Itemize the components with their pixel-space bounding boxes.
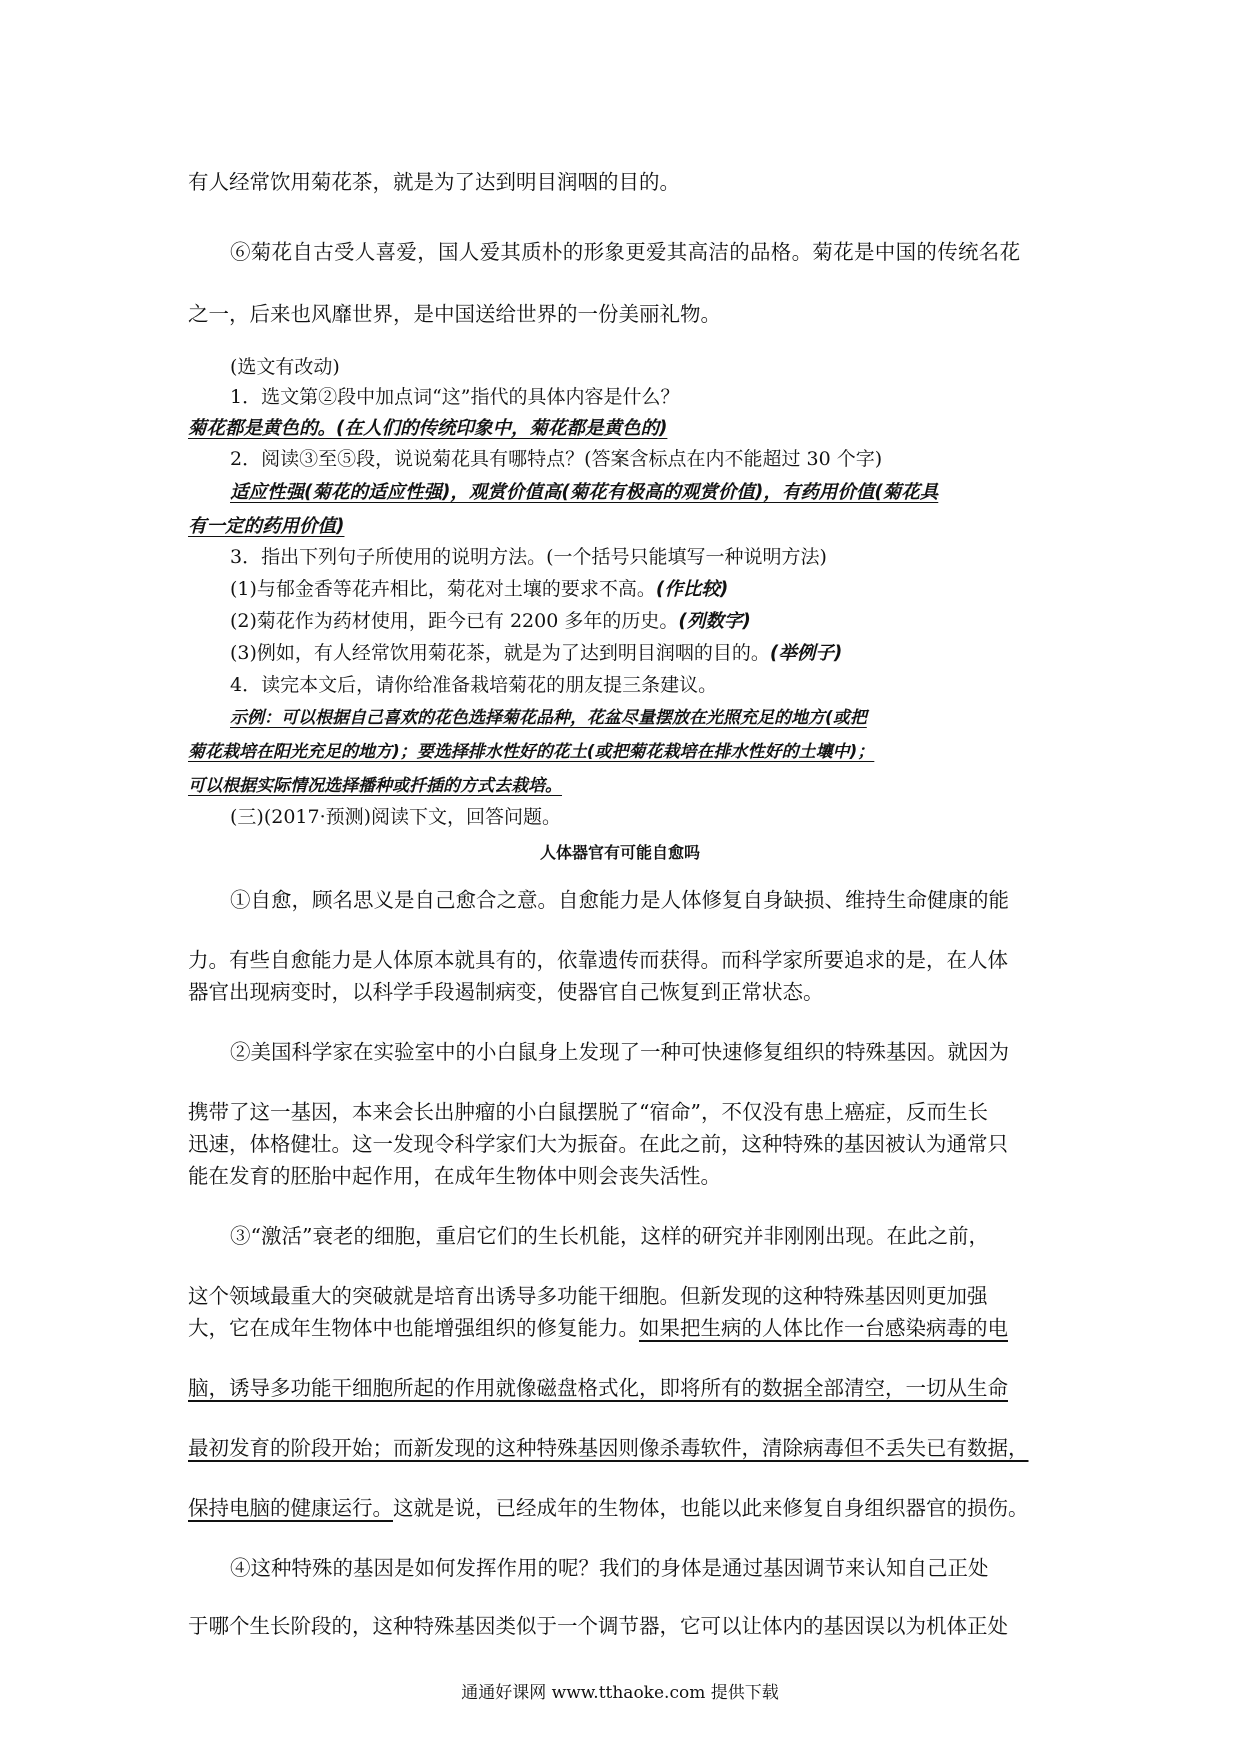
article-title: 人体器官有可能自愈吗 bbox=[539, 843, 700, 862]
answer-2-line-1: 适应性强(菊花的适应性强)，观赏价值高(菊花有极高的观赏价值)，有药用价值(菊花具 bbox=[230, 482, 939, 503]
answer-3-1: (作比较) bbox=[655, 579, 729, 600]
underlined-sentence-part-3: 最初发育的阶段开始；而新发现的这种特殊基因则像杀毒软件，清除病毒但不丢失已有数据， bbox=[188, 1436, 1029, 1460]
underlined-sentence-part-4: 保持电脑的健康运行。 bbox=[188, 1496, 393, 1520]
article-paragraph-3-line-1: ③“激活”衰老的细胞，重启它们的生长机能，这样的研究并非刚刚出现。在此之前， bbox=[230, 1224, 989, 1248]
article-paragraph-3-line-6-text: 这就是说，已经成年的生物体，也能以此来修复自身组织器官的损伤。 bbox=[393, 1496, 1029, 1520]
question-3: 3．指出下列句子所使用的说明方法。(一个括号只能填写一种说明方法) bbox=[230, 546, 827, 568]
question-2: 2．阅读③至⑤段，说说菊花具有哪特点？(答案含标点在内不能超过 30 个字) bbox=[230, 448, 883, 470]
article-paragraph-4-line-1: ④这种特殊的基因是如何发挥作用的呢？我们的身体是通过基因调节来认知自己正处 bbox=[230, 1556, 989, 1580]
article-paragraph-2-line-2: 携带了这一基因，本来会长出肿瘤的小白鼠摆脱了“宿命”，不仅没有患上癌症，反而生长 bbox=[188, 1100, 988, 1124]
answer-3-3: (举例子) bbox=[769, 643, 843, 664]
article-paragraph-2-line-3: 迅速，体格健壮。这一发现令科学家们大为振奋。在此之前，这种特殊的基因被认为通常只 bbox=[188, 1132, 1008, 1156]
question-1: 1．选文第②段中加点词“这”指代的具体内容是什么？ bbox=[230, 386, 680, 408]
answer-2-line-2: 有一定的药用价值) bbox=[188, 516, 345, 537]
article-paragraph-3-line-6 bbox=[188, 1496, 1029, 1521]
page-footer: 通通好课网 www.tthaoke.com 提供下载 bbox=[461, 1683, 779, 1703]
paragraph-6-line-2: 之一，后来也风靡世界，是中国送给世界的一份美丽礼物。 bbox=[188, 302, 721, 326]
article-paragraph-2-line-1: ②美国科学家在实验室中的小白鼠身上发现了一种可快速修复组织的特殊基因。就因为 bbox=[230, 1040, 1009, 1064]
question-3-item-3-text: (3)例如，有人经常饮用菊花茶，就是为了达到明目润咽的目的。 bbox=[230, 642, 770, 664]
paragraph-5-end: 有人经常饮用菊花茶，就是为了达到明目润咽的目的。 bbox=[188, 170, 680, 194]
section-3-heading: (三)(2017·预测)阅读下文，回答问题。 bbox=[230, 806, 562, 828]
answer-4-line-1: 示例：可以根据自己喜欢的花色选择菊花品种，花盆尽量摆放在光照充足的地方(或把 bbox=[230, 708, 867, 728]
article-paragraph-2-line-4: 能在发育的胚胎中起作用，在成年生物体中则会丧失活性。 bbox=[188, 1164, 721, 1188]
article-paragraph-3-line-2: 这个领域最重大的突破就是培育出诱导多功能干细胞。但新发现的这种特殊基因则更加强 bbox=[188, 1284, 988, 1308]
underlined-sentence-part-2: 脑，诱导多功能干细胞所起的作用就像磁盘格式化，即将所有的数据全部清空，一切从生命 bbox=[188, 1376, 1008, 1400]
article-paragraph-1-line-1: ①自愈，顾名思义是自己愈合之意。自愈能力是人体修复自身缺损、维持生命健康的能 bbox=[230, 888, 1009, 912]
source-note: (选文有改动) bbox=[230, 356, 340, 378]
question-4: 4．读完本文后，请你给准备栽培菊花的朋友提三条建议。 bbox=[230, 674, 718, 696]
answer-3-2: (列数字) bbox=[678, 611, 751, 632]
question-3-item-1 bbox=[230, 578, 728, 601]
question-3-item-3 bbox=[230, 642, 842, 665]
answer-4-line-2: 菊花栽培在阳光充足的地方)；要选择排水性好的花土(或把菊花栽培在排水性好的土壤中)； bbox=[188, 742, 875, 762]
question-3-item-2-text: (2)菊花作为药材使用，距今已有 2200 多年的历史。 bbox=[230, 610, 679, 632]
question-3-item-2 bbox=[230, 610, 751, 633]
paragraph-6-line-1: ⑥菊花自古受人喜爱，国人爱其质朴的形象更爱其高洁的品格。菊花是中国的传统名花 bbox=[230, 240, 1021, 264]
underlined-sentence-part-1: 如果把生病的人体比作一台感染病毒的电 bbox=[639, 1316, 1008, 1340]
article-paragraph-3-line-3 bbox=[188, 1316, 1008, 1341]
answer-4-line-3: 可以根据实际情况选择播种或扦插的方式去栽培。 bbox=[188, 776, 562, 796]
question-3-item-1-text: (1)与郁金香等花卉相比，菊花对土壤的要求不高。 bbox=[230, 578, 656, 600]
article-paragraph-1-line-2: 力。有些自愈能力是人体原本就具有的，依靠遗传而获得。而科学家所要追求的是，在人体 bbox=[188, 948, 1008, 972]
article-paragraph-4-line-2: 于哪个生长阶段的，这种特殊基因类似于一个调节器，它可以让体内的基因误以为机体正处 bbox=[188, 1614, 1008, 1638]
article-paragraph-1-line-3: 器官出现病变时，以科学手段遏制病变，使器官自己恢复到正常状态。 bbox=[188, 980, 824, 1004]
article-paragraph-3-line-3-text: 大，它在成年生物体中也能增强组织的修复能力。 bbox=[188, 1316, 639, 1340]
answer-1: 菊花都是黄色的。(在人们的传统印象中，菊花都是黄色的) bbox=[188, 418, 668, 439]
